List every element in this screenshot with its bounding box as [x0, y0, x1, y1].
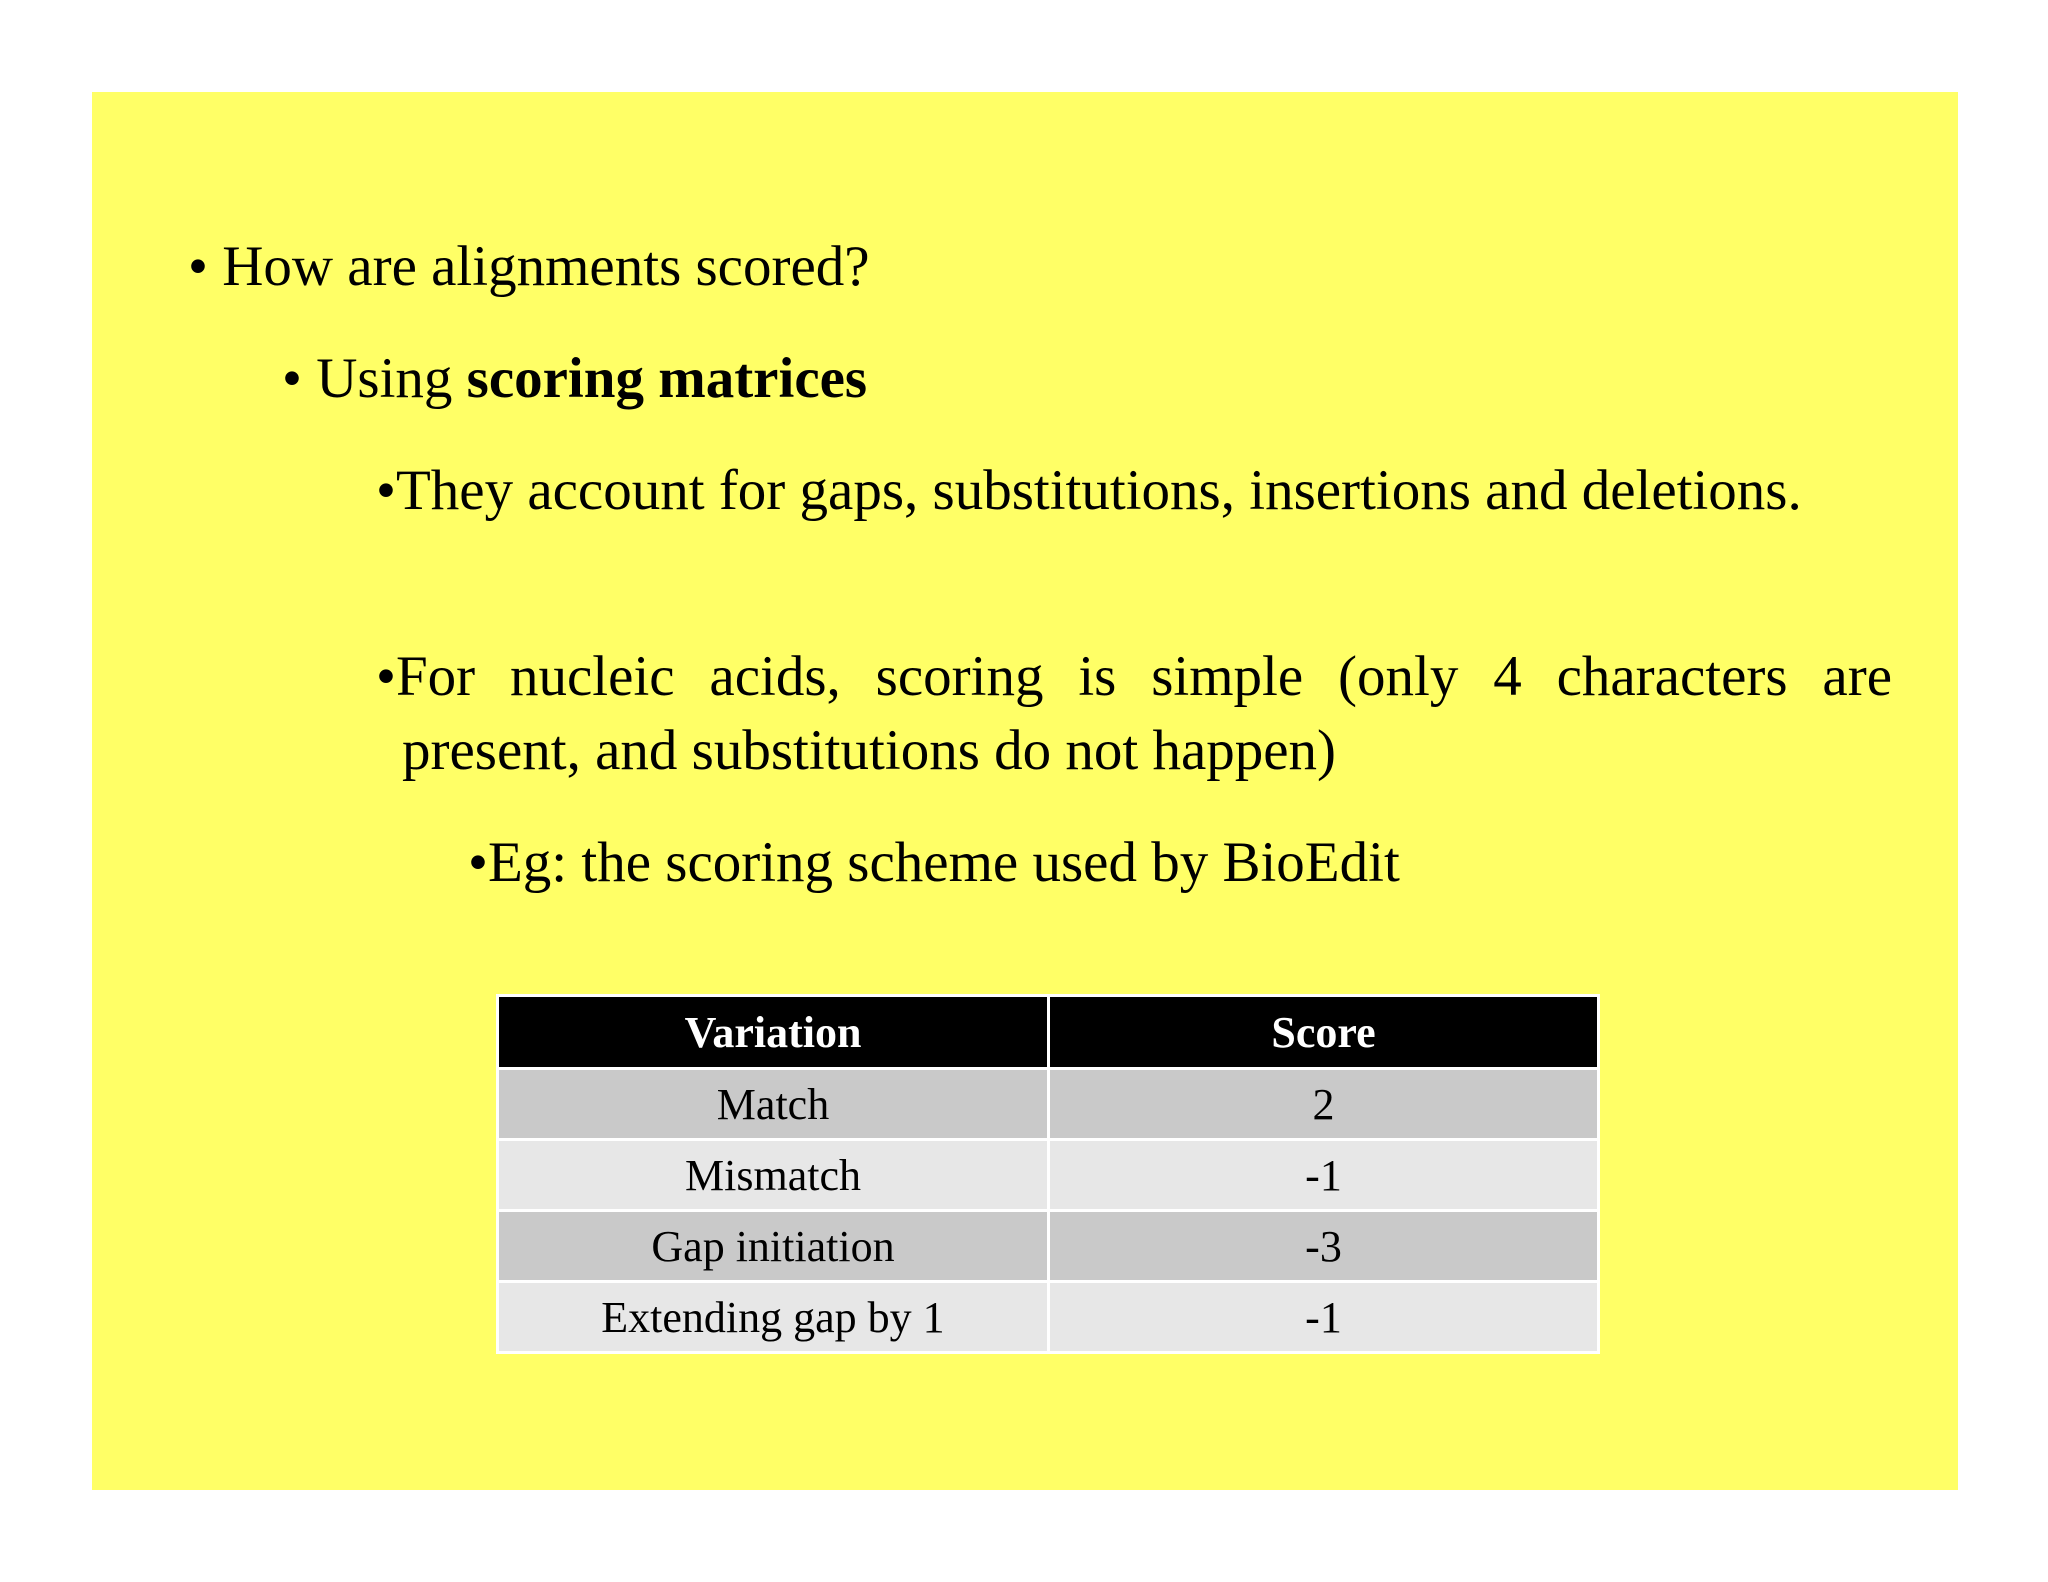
score-cell: -3	[1049, 1211, 1599, 1282]
bullet-gaps-substitutions	[376, 454, 1892, 528]
column-header-variation: Variation	[498, 996, 1049, 1069]
table-row	[498, 1069, 1599, 1140]
bullet-bold-term: scoring matrices	[466, 347, 868, 410]
bullet-text: How are alignments scored?	[222, 235, 870, 298]
bullet-bioedit-example	[468, 826, 1400, 900]
bullet-how-scored	[188, 230, 870, 304]
slide	[92, 92, 1958, 1490]
bullet-text: For nucleic acids, scoring is simple (only 4 characters are present, and substitutions do not happen)	[395, 645, 1892, 782]
bullet-scoring-matrices	[282, 342, 867, 416]
column-header-score: Score	[1049, 996, 1599, 1069]
variation-cell: Mismatch	[498, 1140, 1049, 1211]
score-cell: -1	[1049, 1282, 1599, 1353]
bullet-text: They account for gaps, substitutions, insertions and deletions.	[395, 459, 1802, 522]
bullet-prefix: Using	[316, 347, 467, 410]
table-row	[498, 1282, 1599, 1353]
table-header-row	[498, 996, 1599, 1069]
variation-cell: Match	[498, 1069, 1049, 1140]
bullet-nucleic-acids	[376, 640, 1892, 788]
score-cell: 2	[1049, 1069, 1599, 1140]
bullet-marker: •	[376, 459, 396, 522]
table-row	[498, 1211, 1599, 1282]
table-row	[498, 1140, 1599, 1211]
bullet-marker: •	[376, 645, 396, 708]
scoring-table	[496, 994, 1600, 1354]
bullet-marker: •	[188, 235, 208, 298]
variation-cell: Gap initiation	[498, 1211, 1049, 1282]
bullet-marker: •	[468, 831, 488, 894]
variation-cell: Extending gap by 1	[498, 1282, 1049, 1353]
score-cell: -1	[1049, 1140, 1599, 1211]
bullet-text: Eg: the scoring scheme used by BioEdit	[487, 831, 1400, 894]
bullet-marker: •	[282, 347, 302, 410]
